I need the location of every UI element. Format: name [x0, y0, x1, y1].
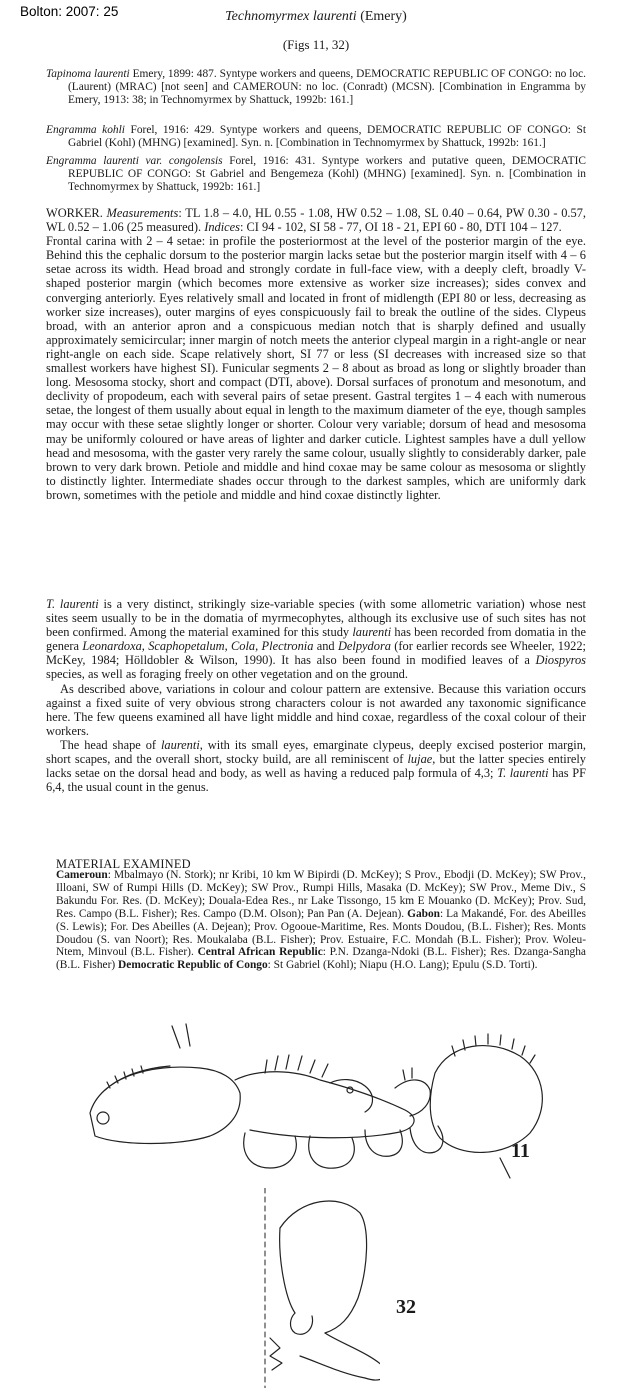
synonym-entry [46, 124, 586, 150]
species-ref: laurenti [160, 737, 200, 752]
text-run: and [313, 639, 338, 654]
worker-morphology: Frontal carina with 2 – 4 setae: in profile the posteriormost at the level of the posterior margin of the eye. Behind this the cephalic dorsum to the posterior margin lacks setae but the posterior margin itself with 4 – 6 setae across its width. Head broad and strongly cordate in full-face view, with a deeply cleft, broadly V-shaped posterior margin (which becomes more extensive as worker size increases); sides convex and converging anteriorly. Eyes relatively small and located in front of midlength (EPI 80 or less, decreasing as worker size increases), outer margins of eyes conspicuously fail to break the outline of the sides. Clypeus broad, with an anterior apron and a conspicuous median notch that is sharply defined and usually approximately semicircular; inner margin of notch meets the anterior clypeal margin in a right-angle or near right-angle on each side. Scape relatively short, SI 77 or less (SI decreases with increased size so that smallest workers have highest SI). Funicular segments 2 – 8 about as broad as long or slightly broader than long. Mesosoma stocky, short and compact (DTI, above). Dorsal surfaces of pronotum and mesonotum, and declivity of propodeum, each with several pairs of setae present. Gastral tergites 1 – 4 each with numerous setae, the longest of them usually about equal in length to the maximum diameter of the eye, though samples may occur with these setae slightly longer or shorter. Colour very variable; dorsum of head and mesosoma may be uniformly coloured or have areas of lighter and darker cuticle. Lightest samples have a dull yellow head and mesosoma, with the gaster very rarely the same colour, usually slightly to considerably darker, pale brown to very dark brown. Petiole and middle and hind coxae may be same colour as mesosoma or slightly to distinctly lighter. Intermediate shades occur through to the darkest samples, which are uniformly dark brown, sometimes with the petiole and middle and hind coxae distinctly lighter. [46, 234, 586, 502]
worker-label: WORKER. [46, 206, 103, 220]
worker-description [46, 206, 586, 502]
locality-list: : La Makandé, For. des Abeilles (S. Lewis); For. Des Abeilles (A. Dejean); Prov. Ogooue-Maritime, Res. Monts Doudou, (B.L. Fisher); Res. Monts Doudou (S. van Noort); Res. Moukalaba (B.L. Fisher); Prov. Estuaire, F.C. Mondah (B.L. Fisher); Prov. Woleu-Ntem, Minvoul (B.L. Fisher). [56, 907, 586, 959]
synonym-name: Tapinoma laurenti [46, 68, 130, 80]
measurements-label: Measurements [106, 206, 179, 220]
discussion-paragraph-3 [46, 738, 586, 794]
text-run: , with its small eyes, emarginate clypeus, deeply excised posterior margin, short scapes, and the overall short, stocky build, are all reminiscent of [46, 737, 586, 767]
species-ref: lujae [407, 752, 433, 767]
species-ref: T. laurenti [46, 597, 99, 611]
synonym-entry [46, 155, 586, 195]
synonym-name: Engramma laurenti var. congolensis [46, 155, 223, 167]
synonym-entry [46, 68, 586, 108]
text-run: The head shape of [60, 737, 161, 752]
country-drc: Democratic Republic of Congo [118, 959, 268, 972]
indices-label: Indices [204, 220, 240, 235]
species-title [46, 9, 586, 25]
species-ref: T. laurenti [497, 766, 549, 781]
synonym-name: Engramma kohli [46, 124, 125, 136]
text-run: is a very distinct, strikingly size-variable species (with some allometric variation) whose nest sites seem usually to be in the domatia of myrmecophytes, although its exclusive use of such sites has not been confirmed. Among the material examined for this study [46, 597, 586, 640]
figure-32-head-profile [240, 1188, 380, 1388]
indices: : CI 94 - 102, SI 58 - 77, OI 18 - 21, EPI 60 - 80, DTI 104 – 127. [239, 220, 562, 235]
text-run: , but the latter species entirely lacks setae on the dorsal head and body, as well as having a reduced palp formula of 4,3; [46, 752, 586, 781]
synonym-text: Forel, 1916: 431. Syntype workers and putative queen, DEMOCRATIC REPUBLIC OF CONGO: St Gabriel and Bengemeza (Kohl) (MHNG) [examined]. Syn. n. [Combination in Technomyrmex by Shattuck, 1992b: 161.] [68, 155, 586, 194]
figure-32-label: 32 [396, 1296, 416, 1318]
figure-11-worker-profile [60, 1018, 560, 1193]
text-run: species, as well as foraging freely on other vegetation and on the ground. [46, 667, 408, 682]
genera-list: Leonardoxa, Scaphopetalum, Cola, Plectronia [82, 639, 314, 654]
locality-list: : Mbalmayo (N. Stork); nr Kribi, 10 km W Bipirdi (D. McKey); S Prov., Ebodji (D. McKey); SW Prov., Illoani, SW of Rumpi Hills (D. McKey); SW Prov., Rumpi Hills, Masaka (D. McKey); SW Prov., Meme Div., S Bakundu For. Res. (D. McKey); Douala-Edea Res., nr Lake Tissongo, 15 km E Mouanko (D. McKey); Prov. Sud, Res. Campo (B.L. Fisher); Res. Campo (D.M. Olson); Pan Pan (A. Dejean). [56, 869, 586, 920]
species-author: (Emery) [360, 9, 407, 24]
page-citation: Bolton: 2007: 25 [20, 4, 119, 19]
synonym-text: Forel, 1916: 429. Syntype workers and queens, DEMOCRATIC REPUBLIC OF CONGO: St Gabriel (Kohl) (MHNG) [examined]. Syn. n. [Combination in Technomyrmex by Shattuck, 1992b: 161.] [68, 124, 586, 150]
text-run: has PF 6,4, the usual count in the genus. [46, 766, 586, 795]
genus-ref: Diospyros [535, 653, 586, 668]
locality-list: : P.N. Dzanga-Ndoki (B.L. Fisher); Res. Dzanga-Sangha (B.L. Fisher) [56, 946, 586, 972]
text-run: has been recorded from domatia in the genera [46, 625, 586, 654]
synonym-text: Emery, 1899: 487. Syntype workers and queens, DEMOCRATIC REPUBLIC OF CONGO: no loc. (Laurent) (MRAC) [not seen] and CAMEROUN: no loc. (Conradt) (MCSN). [Combination in Engramma by Emery, 1913: 38; in Technomyrmex by Shattuck, 1992b: 161.] [68, 68, 586, 107]
discussion-paragraph-1 [46, 597, 586, 682]
country-car: Central African Republic [197, 946, 323, 959]
figure-reference: (Figs 11, 32) [282, 37, 350, 52]
material-heading: MATERIAL EXAMINED [56, 857, 191, 871]
text-run: (for earlier records see Wheeler, 1922; McKey, 1984; Hölldobler & Wilson, 1990). It has also been found in modified leaves of a [46, 639, 586, 668]
discussion-paragraph-2: As described above, variations in colour and colour pattern are extensive. Because this variation occurs against a fixed suite of very obvious strong characters colour is not awarded any taxonomic significance here. The few queens examined all have light middle and hind coxae, regardless of the coxal colour of their workers. [46, 681, 586, 738]
genus-ref: Delpydora [337, 639, 391, 654]
locality-list: : St Gabriel (Kohl); Niapu (H.O. Lang); Epulu (S.D. Torti). [267, 959, 538, 972]
species-name: Technomyrmex laurenti [225, 9, 357, 24]
material-examined [56, 869, 586, 972]
country-gabon: Gabon [407, 907, 441, 920]
country-cameroun: Cameroun [56, 869, 108, 881]
measurements: : TL 1.8 – 4.0, HL 0.55 - 1.08, HW 0.52 – 1.08, SL 0.40 – 0.64, PW 0.30 - 0.57, WL 0.52 – 1.06 (25 measured). [46, 206, 586, 235]
figure-11-label: 11 [511, 1140, 530, 1162]
discussion [46, 597, 586, 794]
species-ref: laurenti [352, 625, 392, 640]
